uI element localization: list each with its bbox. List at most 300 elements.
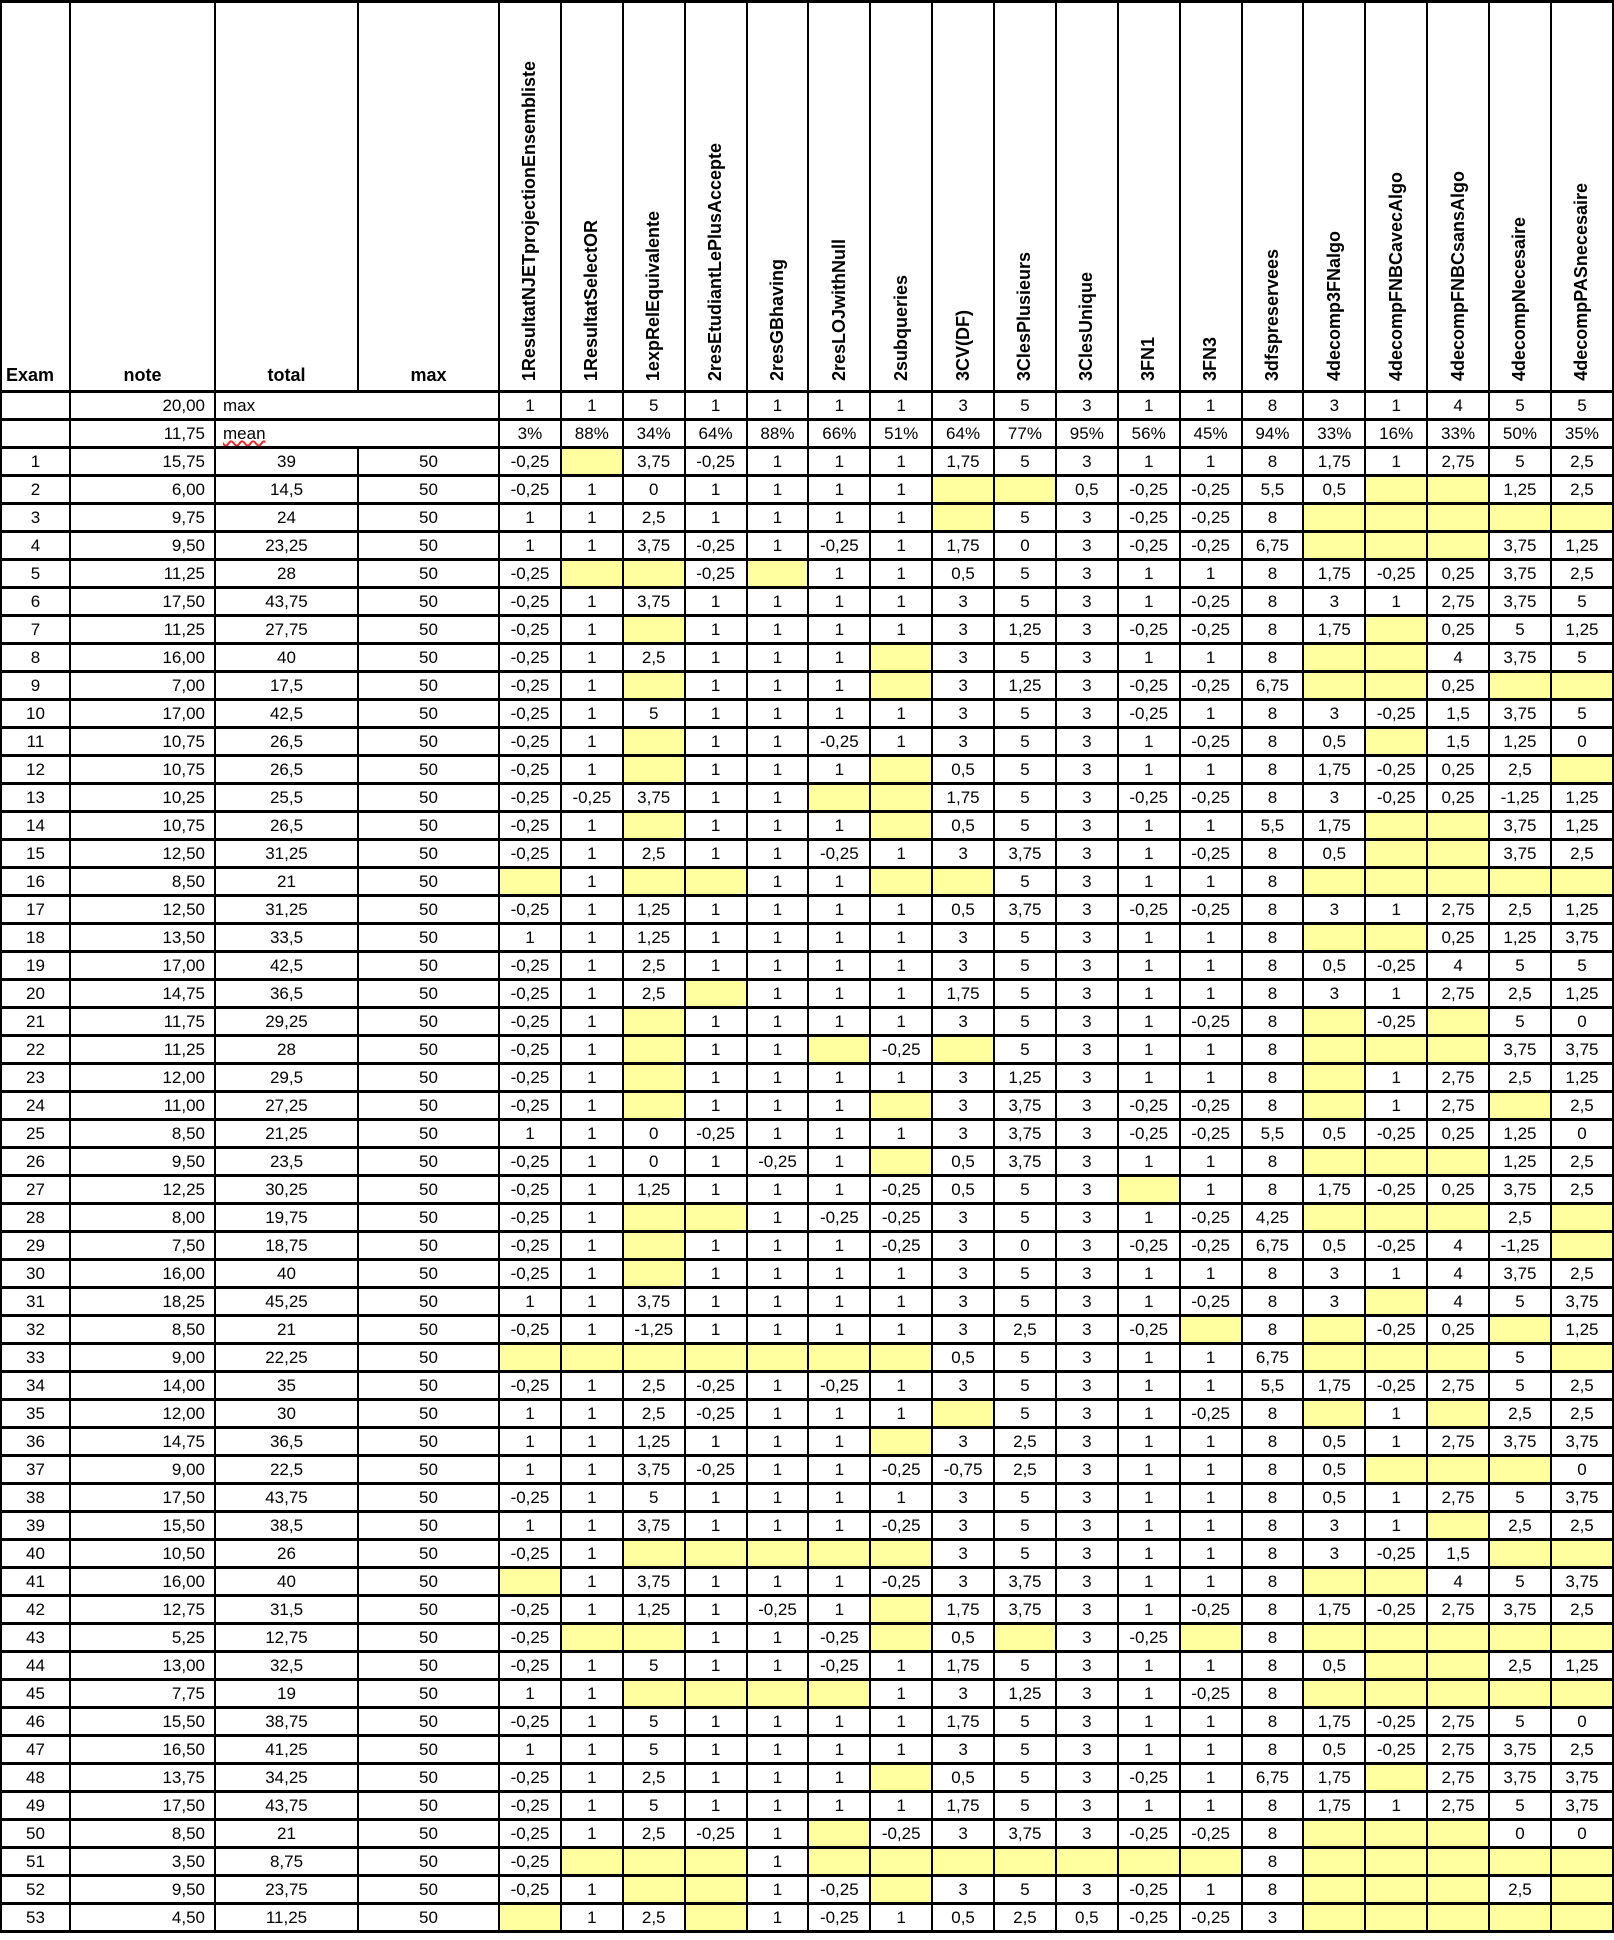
score-cell: 1 <box>1118 1596 1180 1624</box>
exam-id-cell: 22 <box>1 1036 70 1064</box>
score-cell: 3 <box>932 1876 994 1904</box>
exam-row-10 <box>1 700 1613 728</box>
score-column-label: 2resLOJwithNull <box>828 238 849 381</box>
score-cell-empty <box>1365 644 1427 672</box>
exam-row-34 <box>1 1372 1613 1400</box>
score-cell-empty <box>1365 1876 1427 1904</box>
note-cell: 9,75 <box>70 504 215 532</box>
score-cell: 1 <box>685 784 747 812</box>
score-cell: -0,25 <box>1180 840 1242 868</box>
score-column-label: 4decompFNBCavecAlgo <box>1385 171 1406 381</box>
score-cell: 8 <box>1242 560 1304 588</box>
score-cell-empty <box>747 560 809 588</box>
total-cell: 19 <box>215 1680 358 1708</box>
score-cell: 1,75 <box>932 532 994 560</box>
score-cell: 1 <box>685 588 747 616</box>
exam-row-18 <box>1 924 1613 952</box>
score-cell: 1,25 <box>994 1064 1056 1092</box>
score-column-header-2 <box>623 2 685 392</box>
score-cell: 1 <box>561 1260 623 1288</box>
score-column-header-16 <box>1489 2 1551 392</box>
score-cell-empty <box>1365 476 1427 504</box>
total-cell: 26 <box>215 1540 358 1568</box>
exam-id-cell: 4 <box>1 532 70 560</box>
score-cell: 1 <box>1118 840 1180 868</box>
note-cell: 20,00 <box>70 392 215 420</box>
score-cell: -0,25 <box>1180 1680 1242 1708</box>
score-cell-empty <box>623 728 685 756</box>
score-cell: 3 <box>1303 588 1365 616</box>
exam-id-cell: 18 <box>1 924 70 952</box>
score-cell: 1 <box>561 1596 623 1624</box>
score-cell: 3 <box>932 1064 994 1092</box>
score-cell: 0,25 <box>1427 924 1489 952</box>
table-body <box>1 392 1613 1932</box>
total-cell: 42,5 <box>215 952 358 980</box>
score-cell: 1 <box>685 1316 747 1344</box>
score-cell: 50% <box>1489 420 1551 448</box>
score-cell: 4 <box>1427 952 1489 980</box>
score-cell: 1 <box>1365 1428 1427 1456</box>
score-cell-empty <box>1303 1680 1365 1708</box>
score-cell: 5 <box>994 1540 1056 1568</box>
exam-row-11 <box>1 728 1613 756</box>
max-cell: 50 <box>358 1120 499 1148</box>
score-cell: 0,5 <box>1303 728 1365 756</box>
exam-row-16 <box>1 868 1613 896</box>
score-cell: 8 <box>1242 1316 1304 1344</box>
score-cell: 1 <box>685 1736 747 1764</box>
max-cell: 50 <box>358 672 499 700</box>
score-cell: 1 <box>1118 952 1180 980</box>
score-cell-empty <box>870 1540 932 1568</box>
score-cell-empty <box>1303 1148 1365 1176</box>
score-cell: 8 <box>1242 1064 1304 1092</box>
score-cell-empty <box>808 1680 870 1708</box>
score-cell-empty <box>808 1820 870 1848</box>
score-cell: 1 <box>685 1596 747 1624</box>
score-cell-empty <box>1365 1680 1427 1708</box>
score-cell: 1 <box>561 1484 623 1512</box>
score-cell: 1 <box>870 1652 932 1680</box>
score-cell: 5 <box>994 1204 1056 1232</box>
score-cell: 0,25 <box>1427 560 1489 588</box>
exam-row-31 <box>1 1288 1613 1316</box>
exam-id-cell: 30 <box>1 1260 70 1288</box>
score-cell: 1 <box>747 1204 809 1232</box>
score-cell: -0,25 <box>1180 1596 1242 1624</box>
score-cell-empty <box>623 616 685 644</box>
score-cell: 1 <box>747 392 809 420</box>
score-cell: 1 <box>561 756 623 784</box>
note-cell: 18,25 <box>70 1288 215 1316</box>
score-cell: 1 <box>1365 1260 1427 1288</box>
note-cell: 9,50 <box>70 1148 215 1176</box>
score-cell-empty <box>1551 672 1613 700</box>
exam-id-cell: 31 <box>1 1288 70 1316</box>
max-cell: 50 <box>358 1316 499 1344</box>
score-cell: 1,25 <box>1551 784 1613 812</box>
score-cell: 1 <box>870 1288 932 1316</box>
score-cell-empty <box>932 868 994 896</box>
score-cell: 1 <box>808 1764 870 1792</box>
score-cell: 1 <box>685 1036 747 1064</box>
score-cell: -0,25 <box>870 1568 932 1596</box>
score-cell: 5 <box>994 1036 1056 1064</box>
score-cell: -0,25 <box>1365 1176 1427 1204</box>
exam-row-7 <box>1 616 1613 644</box>
score-cell: 3 <box>932 1820 994 1848</box>
exam-row-17 <box>1 896 1613 924</box>
score-cell: 1 <box>870 1792 932 1820</box>
score-cell-empty <box>1551 1904 1613 1932</box>
score-cell-empty <box>1365 1204 1427 1232</box>
exam-id-cell: 34 <box>1 1372 70 1400</box>
score-column-label: 2resGBhaving <box>766 258 787 381</box>
score-cell: 1 <box>1365 896 1427 924</box>
score-cell-empty <box>870 672 932 700</box>
score-cell: 1 <box>808 588 870 616</box>
score-cell: 5 <box>994 980 1056 1008</box>
score-cell: 1,25 <box>1551 1652 1613 1680</box>
score-cell: -0,25 <box>1118 616 1180 644</box>
score-cell: 1 <box>685 644 747 672</box>
score-cell: 1 <box>808 952 870 980</box>
score-cell: 3,75 <box>1489 812 1551 840</box>
score-cell: 1 <box>747 476 809 504</box>
score-cell-empty <box>1427 1008 1489 1036</box>
score-cell: 3 <box>1056 1540 1118 1568</box>
score-cell: 1,25 <box>1551 896 1613 924</box>
exam-id-cell: 32 <box>1 1316 70 1344</box>
score-cell: 5 <box>1489 952 1551 980</box>
score-cell-empty <box>623 812 685 840</box>
score-cell-empty <box>499 1344 561 1372</box>
score-cell: 1 <box>685 476 747 504</box>
table-header <box>1 2 1613 392</box>
score-cell: 1 <box>808 868 870 896</box>
score-cell-empty <box>1551 1232 1613 1260</box>
max-cell: 50 <box>358 476 499 504</box>
exam-row-32 <box>1 1316 1613 1344</box>
score-cell: 0,5 <box>1303 1120 1365 1148</box>
score-cell: 3 <box>932 1736 994 1764</box>
score-cell: 6,75 <box>1242 672 1304 700</box>
score-cell: 3 <box>1056 1120 1118 1148</box>
score-cell: 5 <box>1489 1708 1551 1736</box>
score-cell: 2,5 <box>1489 1652 1551 1680</box>
score-cell: 3 <box>1056 980 1118 1008</box>
exam-id-cell: 16 <box>1 868 70 896</box>
score-cell-empty <box>1303 1624 1365 1652</box>
score-cell: 1 <box>808 1512 870 1540</box>
score-cell: 3 <box>1056 1512 1118 1540</box>
score-cell: 3 <box>1056 448 1118 476</box>
score-cell: 1,25 <box>1489 924 1551 952</box>
score-cell: 4 <box>1427 1232 1489 1260</box>
score-cell-empty <box>870 784 932 812</box>
score-cell: 1 <box>1118 1428 1180 1456</box>
score-cell: 3 <box>932 1512 994 1540</box>
total-cell: 28 <box>215 1036 358 1064</box>
score-cell: 1 <box>1365 588 1427 616</box>
score-cell: 8 <box>1242 1736 1304 1764</box>
score-cell: 1 <box>1180 1540 1242 1568</box>
score-cell: 1 <box>1118 644 1180 672</box>
score-cell: 3,75 <box>623 588 685 616</box>
score-cell: 1 <box>499 392 561 420</box>
note-cell: 13,50 <box>70 924 215 952</box>
score-cell: 1,25 <box>1551 532 1613 560</box>
score-cell: 1 <box>1118 1400 1180 1428</box>
score-cell: 3 <box>1056 1148 1118 1176</box>
score-cell: -0,25 <box>685 532 747 560</box>
score-cell-empty <box>1551 504 1613 532</box>
score-cell-empty <box>1303 1008 1365 1036</box>
score-cell: 1 <box>1180 1148 1242 1176</box>
score-cell: 1 <box>808 1176 870 1204</box>
score-cell-empty <box>1551 1624 1613 1652</box>
score-cell: 3 <box>1056 672 1118 700</box>
score-cell: 1 <box>499 924 561 952</box>
score-cell: 8 <box>1242 1036 1304 1064</box>
score-cell: 5 <box>994 700 1056 728</box>
exam-id-cell: 26 <box>1 1148 70 1176</box>
score-cell-empty <box>561 448 623 476</box>
score-cell: 8 <box>1242 616 1304 644</box>
score-cell: 1 <box>747 1624 809 1652</box>
score-cell: -0,25 <box>499 840 561 868</box>
score-cell: 0,5 <box>932 1176 994 1204</box>
score-cell: 1 <box>870 728 932 756</box>
score-cell: -0,25 <box>499 1484 561 1512</box>
score-cell: 2,5 <box>1551 476 1613 504</box>
score-cell: 8 <box>1242 1092 1304 1120</box>
score-cell: -0,25 <box>1180 784 1242 812</box>
score-cell: 3 <box>932 728 994 756</box>
total-cell: 45,25 <box>215 1288 358 1316</box>
score-cell: 1 <box>870 980 932 1008</box>
score-cell-empty <box>870 1624 932 1652</box>
score-cell: -0,25 <box>808 728 870 756</box>
score-cell: 3 <box>1056 1456 1118 1484</box>
score-cell: 1,75 <box>1303 1372 1365 1400</box>
total-cell: 26,5 <box>215 812 358 840</box>
score-cell-empty <box>1365 1568 1427 1596</box>
score-cell: -0,25 <box>499 616 561 644</box>
score-cell: 1 <box>1118 1792 1180 1820</box>
score-cell-empty <box>623 1232 685 1260</box>
score-cell: 1 <box>499 1288 561 1316</box>
score-cell: 1 <box>870 840 932 868</box>
score-cell: 1 <box>685 392 747 420</box>
note-cell: 11,75 <box>70 420 215 448</box>
score-cell: 3 <box>1056 896 1118 924</box>
score-cell: 3 <box>1056 1736 1118 1764</box>
score-cell: -0,25 <box>499 1316 561 1344</box>
score-cell: 3,75 <box>1489 1736 1551 1764</box>
score-cell: 3,75 <box>994 1148 1056 1176</box>
score-cell: 3 <box>1056 700 1118 728</box>
score-cell-empty <box>870 1344 932 1372</box>
score-cell: 1 <box>561 1232 623 1260</box>
score-cell: 1 <box>1180 980 1242 1008</box>
score-cell-empty <box>1365 1848 1427 1876</box>
note-cell: 14,75 <box>70 1428 215 1456</box>
score-cell-empty <box>1365 1344 1427 1372</box>
score-cell: 0 <box>1551 1456 1613 1484</box>
score-cell: 3 <box>932 952 994 980</box>
score-cell: 1 <box>747 644 809 672</box>
score-cell: 0,5 <box>932 560 994 588</box>
score-cell: 1 <box>808 1736 870 1764</box>
score-cell: 1 <box>685 1512 747 1540</box>
score-cell-empty <box>1489 1540 1551 1568</box>
score-cell-empty <box>932 504 994 532</box>
score-cell: -0,25 <box>1180 1092 1242 1120</box>
score-cell: -0,25 <box>685 1400 747 1428</box>
score-cell: 1 <box>499 1120 561 1148</box>
score-cell: -0,25 <box>870 1512 932 1540</box>
score-cell: 3 <box>932 1484 994 1512</box>
score-cell-empty <box>1551 1344 1613 1372</box>
score-cell: -0,25 <box>1118 504 1180 532</box>
score-column-header-17 <box>1551 2 1613 392</box>
score-cell-empty <box>1303 924 1365 952</box>
score-cell: 1 <box>747 952 809 980</box>
exam-row-25 <box>1 1120 1613 1148</box>
score-cell: 4 <box>1427 1568 1489 1596</box>
score-cell: -0,25 <box>1180 1008 1242 1036</box>
score-cell: 0 <box>1489 1820 1551 1848</box>
score-cell: 1,75 <box>1303 812 1365 840</box>
score-cell: -0,25 <box>561 784 623 812</box>
exam-row-4 <box>1 532 1613 560</box>
score-cell: 3,75 <box>623 1456 685 1484</box>
total-cell: 24 <box>215 504 358 532</box>
score-cell-empty <box>685 980 747 1008</box>
score-cell: -0,25 <box>1180 1400 1242 1428</box>
score-cell: 1 <box>1118 1736 1180 1764</box>
exam-id-cell: 20 <box>1 980 70 1008</box>
score-column-label: 2resEtudiantLePlusAccepte <box>705 142 726 381</box>
mean-label: mean <box>223 424 266 443</box>
score-cell-empty <box>870 1876 932 1904</box>
score-cell: -0,25 <box>1365 1316 1427 1344</box>
score-cell: 1 <box>561 1568 623 1596</box>
note-cell: 9,50 <box>70 532 215 560</box>
exam-row-28 <box>1 1204 1613 1232</box>
score-cell: 1 <box>1118 980 1180 1008</box>
total-cell: 23,5 <box>215 1148 358 1176</box>
score-cell: -0,25 <box>1118 476 1180 504</box>
score-cell: -0,25 <box>808 1652 870 1680</box>
score-cell: -0,25 <box>499 896 561 924</box>
score-cell: -0,25 <box>1118 1232 1180 1260</box>
score-cell: 3 <box>1303 700 1365 728</box>
exam-id-cell: 48 <box>1 1764 70 1792</box>
total-cell: 38,5 <box>215 1512 358 1540</box>
score-cell: 3,75 <box>1551 1792 1613 1820</box>
score-cell: 1 <box>1180 868 1242 896</box>
note-cell: 8,00 <box>70 1204 215 1232</box>
score-cell: 1,75 <box>1303 616 1365 644</box>
score-cell: 1 <box>1365 448 1427 476</box>
total-cell: 27,75 <box>215 616 358 644</box>
score-cell: 1 <box>685 700 747 728</box>
score-cell: 2,5 <box>1489 1400 1551 1428</box>
score-cell: -0,25 <box>499 1708 561 1736</box>
score-cell: 0,25 <box>1427 616 1489 644</box>
score-cell-empty <box>561 1624 623 1652</box>
score-cell: 1 <box>1180 1344 1242 1372</box>
score-cell: 5 <box>994 1876 1056 1904</box>
score-cell: 8 <box>1242 1008 1304 1036</box>
exam-id-cell: 50 <box>1 1820 70 1848</box>
score-cell: 1 <box>561 1904 623 1932</box>
score-cell: 3 <box>932 1568 994 1596</box>
score-cell: 2,5 <box>623 1400 685 1428</box>
score-column-header-5 <box>808 2 870 392</box>
score-cell: 3 <box>1056 504 1118 532</box>
note-cell: 11,00 <box>70 1092 215 1120</box>
score-column-label: 3ClesPlusieurs <box>1014 251 1035 381</box>
score-cell-empty <box>1118 1848 1180 1876</box>
max-cell: 50 <box>358 1848 499 1876</box>
score-cell: 3 <box>1056 1680 1118 1708</box>
exam-row-6 <box>1 588 1613 616</box>
score-cell: 1 <box>561 1512 623 1540</box>
total-cell: 42,5 <box>215 700 358 728</box>
score-cell-empty <box>747 1344 809 1372</box>
score-cell: 8 <box>1242 784 1304 812</box>
score-cell: 1 <box>685 1064 747 1092</box>
score-cell: 1 <box>1180 756 1242 784</box>
score-cell: 3,75 <box>1551 1764 1613 1792</box>
score-cell: 1 <box>1118 1008 1180 1036</box>
score-cell: 5 <box>1489 448 1551 476</box>
header-row <box>1 2 1613 392</box>
score-column-label: 3FN1 <box>1138 336 1159 381</box>
score-cell-empty <box>1303 1568 1365 1596</box>
total-cell: 27,25 <box>215 1092 358 1120</box>
score-cell: 3,75 <box>1489 700 1551 728</box>
score-cell: 1 <box>870 1708 932 1736</box>
score-cell: 1 <box>1180 1568 1242 1596</box>
score-cell: 8 <box>1242 1568 1304 1596</box>
score-cell: 3 <box>932 924 994 952</box>
score-cell-empty <box>1427 504 1489 532</box>
score-cell-empty <box>1303 1820 1365 1848</box>
score-cell: 3 <box>932 1120 994 1148</box>
max-cell: 50 <box>358 644 499 672</box>
note-cell: 7,00 <box>70 672 215 700</box>
total-cell: 34,25 <box>215 1764 358 1792</box>
score-cell: 1 <box>747 448 809 476</box>
note-cell: 17,50 <box>70 588 215 616</box>
score-cell: 1 <box>561 392 623 420</box>
score-cell: 1 <box>1180 1764 1242 1792</box>
max-cell: 50 <box>358 728 499 756</box>
note-cell: 8,50 <box>70 868 215 896</box>
score-cell: 0 <box>1551 1820 1613 1848</box>
score-cell: 2,5 <box>1551 1736 1613 1764</box>
exam-row-53 <box>1 1904 1613 1932</box>
score-cell-empty <box>1551 1680 1613 1708</box>
exam-row-36 <box>1 1428 1613 1456</box>
score-cell: -0,25 <box>499 980 561 1008</box>
score-cell: 2,75 <box>1427 1596 1489 1624</box>
